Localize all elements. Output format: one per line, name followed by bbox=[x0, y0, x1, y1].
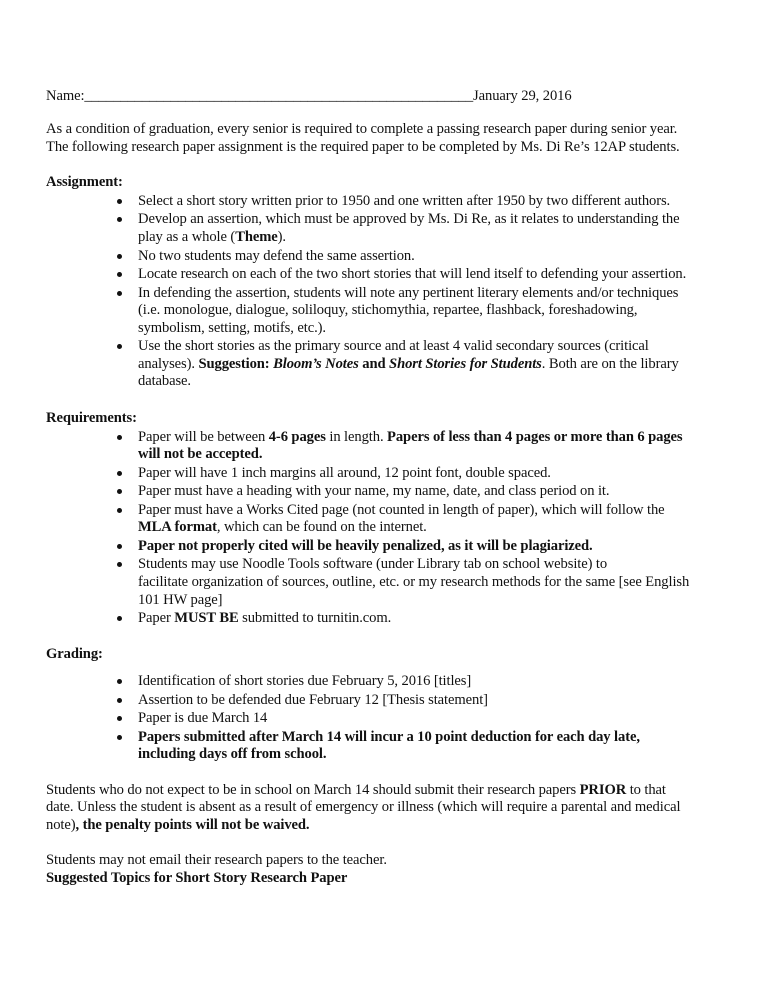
text-run: As a condition of graduation, every senior is required to complete a passing research paper during senior year. bbox=[46, 121, 678, 137]
bullet-icon bbox=[117, 735, 122, 740]
suggested-topics-heading bbox=[46, 870, 347, 887]
list-item-line bbox=[138, 266, 686, 283]
late-policy-notice-line bbox=[46, 782, 666, 799]
text-run: In defending the assertion, students will note any pertinent literary elements and/or techniques bbox=[138, 284, 679, 301]
text-run: Develop an assertion, which must be approved by Ms. Di Re, as it relates to understanding the bbox=[138, 211, 680, 228]
text-run: 101 HW page] bbox=[138, 591, 223, 608]
bullet-icon bbox=[117, 471, 122, 476]
text-run: play as a whole ( bbox=[138, 229, 236, 245]
bullet-icon bbox=[117, 199, 122, 204]
bullet-icon bbox=[117, 217, 122, 222]
header-line bbox=[46, 88, 572, 105]
bold-text: Paper not properly cited will be heavily penalized, as it will be plagiarized. bbox=[138, 537, 593, 554]
bullet-icon bbox=[117, 616, 122, 621]
list-item-line bbox=[138, 673, 471, 690]
bold-text: will not be accepted. bbox=[138, 446, 263, 463]
text-run: note) bbox=[46, 816, 76, 833]
text-run: Paper will have 1 inch margins all around, 12 point font, double spaced. bbox=[138, 464, 551, 481]
bullet-icon bbox=[117, 562, 122, 567]
list-item-line bbox=[138, 538, 593, 555]
list-item-line bbox=[138, 465, 551, 482]
list-item-line bbox=[138, 519, 427, 536]
bold-text: MUST BE bbox=[174, 610, 239, 626]
bold-text: Requirements: bbox=[46, 409, 137, 426]
bold-text: Grading: bbox=[46, 646, 103, 663]
text-run: (i.e. monologue, dialogue, soliloquy, stichomythia, repartee, flashback, foreshadowing, bbox=[138, 302, 638, 319]
bold-text: Suggestion: bbox=[198, 355, 274, 372]
late-policy-notice-line bbox=[46, 817, 309, 834]
list-item-line bbox=[138, 302, 637, 319]
text-run: to that bbox=[626, 781, 666, 798]
bullet-icon bbox=[117, 679, 122, 684]
bullet-icon bbox=[117, 489, 122, 494]
text-run: database. bbox=[138, 373, 191, 390]
text-run: The following research paper assignment is the required paper to be completed by Ms. Di Re’s 12AP students. bbox=[46, 138, 680, 155]
list-item-line bbox=[138, 248, 415, 265]
list-item-line bbox=[138, 320, 326, 337]
list-item-line bbox=[138, 729, 640, 746]
bullet-icon bbox=[117, 344, 122, 349]
name-label: Name: bbox=[46, 88, 85, 104]
intro-paragraph-line bbox=[46, 121, 677, 138]
bold-text: , the penalty points will not be waived. bbox=[75, 816, 310, 833]
text-run: Paper will be between bbox=[138, 428, 269, 445]
list-item-line bbox=[138, 211, 680, 228]
bold-text: 4-6 pages bbox=[268, 428, 326, 445]
list-item-line bbox=[138, 692, 488, 709]
list-item-line bbox=[138, 338, 649, 355]
text-run: Students who do not expect to be in school on March 14 should submit their research papers bbox=[46, 781, 580, 798]
bold-text: PRIOR bbox=[579, 781, 627, 798]
list-item-line bbox=[138, 746, 326, 763]
list-item-line bbox=[138, 285, 678, 302]
text-run: submitted to turnitin.com. bbox=[238, 610, 392, 626]
list-item-line bbox=[138, 710, 267, 727]
text-run: in length. bbox=[325, 428, 388, 445]
text-run: Paper must have a heading with your name, my name, date, and class period on it. bbox=[138, 483, 610, 500]
late-policy-notice-line bbox=[46, 799, 680, 816]
text-run: analyses). bbox=[138, 355, 199, 372]
bold-text: Suggested Topics for Short Story Research Paper bbox=[46, 869, 348, 886]
section-heading-requirements bbox=[46, 410, 137, 427]
list-item-line bbox=[138, 574, 689, 591]
bullet-icon bbox=[117, 508, 122, 513]
list-item-line bbox=[138, 556, 607, 573]
list-item-line bbox=[138, 193, 670, 210]
text-run: Students may use Noodle Tools software (under Library tab on school website) to bbox=[138, 556, 608, 573]
intro-paragraph-line bbox=[46, 139, 680, 156]
document-date: January 29, 2016 bbox=[473, 88, 572, 104]
bullet-icon bbox=[117, 716, 122, 721]
list-item-line bbox=[138, 592, 222, 609]
text-run: symbolism, setting, motifs, etc.). bbox=[138, 319, 326, 336]
bold-text: Papers submitted after March 14 will incur a 10 point deduction for each day late, bbox=[138, 728, 640, 745]
list-item-line bbox=[138, 429, 683, 446]
email-policy-note bbox=[46, 852, 387, 869]
bullet-icon bbox=[117, 254, 122, 259]
emphasis-title-text: Bloom’s Notes bbox=[273, 355, 359, 372]
text-run: ). bbox=[277, 229, 286, 245]
bullet-icon bbox=[117, 272, 122, 277]
text-run: Paper must have a Works Cited page (not counted in length of paper), which will follow the bbox=[138, 501, 665, 518]
section-heading-assignment bbox=[46, 174, 123, 191]
text-run: Identification of short stories due February 5, 2016 [titles] bbox=[138, 673, 472, 690]
list-item-line bbox=[138, 373, 191, 390]
text-run: No two students may defend the same assertion. bbox=[138, 247, 415, 264]
list-item-line bbox=[138, 356, 679, 373]
bullet-icon bbox=[117, 544, 122, 549]
text-run: Assertion to be defended due February 12 [Thesis statement] bbox=[138, 691, 488, 708]
list-item-line bbox=[138, 446, 262, 463]
bold-text: Papers of less than 4 pages or more than 6 pages bbox=[387, 428, 683, 445]
bold-text: MLA format bbox=[138, 519, 217, 536]
bold-text: Assignment: bbox=[46, 173, 123, 190]
text-run: , which can be found on the internet. bbox=[216, 519, 427, 536]
bold-text: including days off from school. bbox=[138, 746, 327, 763]
list-item-line bbox=[138, 502, 665, 519]
emphasis-title-text: Short Stories for Students bbox=[389, 355, 542, 372]
text-run: Paper bbox=[138, 610, 175, 626]
bold-text: and bbox=[358, 355, 390, 372]
text-run: Students may not email their research papers to the teacher. bbox=[46, 851, 387, 868]
bullet-icon bbox=[117, 291, 122, 296]
list-item-line bbox=[138, 483, 609, 500]
text-run: date. Unless the student is absent as a result of emergency or illness (which will require a parental and medical bbox=[46, 799, 681, 816]
list-item-line bbox=[138, 610, 391, 627]
text-run: Paper is due March 14 bbox=[138, 710, 268, 727]
name-blank: ______________________________________________________ bbox=[84, 88, 474, 104]
text-run: . Both are on the library bbox=[541, 355, 679, 372]
bold-text: Theme bbox=[235, 229, 278, 245]
bullet-icon bbox=[117, 698, 122, 703]
text-run: Select a short story written prior to 1950 and one written after 1950 by two different authors. bbox=[138, 192, 671, 209]
text-run: Locate research on each of the two short stories that will lend itself to defending your assertion. bbox=[138, 266, 687, 282]
bullet-icon bbox=[117, 435, 122, 440]
section-heading-grading bbox=[46, 646, 103, 663]
list-item-line bbox=[138, 229, 286, 246]
text-run: facilitate organization of sources, outline, etc. or my research methods for the same [see English bbox=[138, 573, 690, 590]
text-run: Use the short stories as the primary source and at least 4 valid secondary sources (critical bbox=[138, 338, 649, 355]
